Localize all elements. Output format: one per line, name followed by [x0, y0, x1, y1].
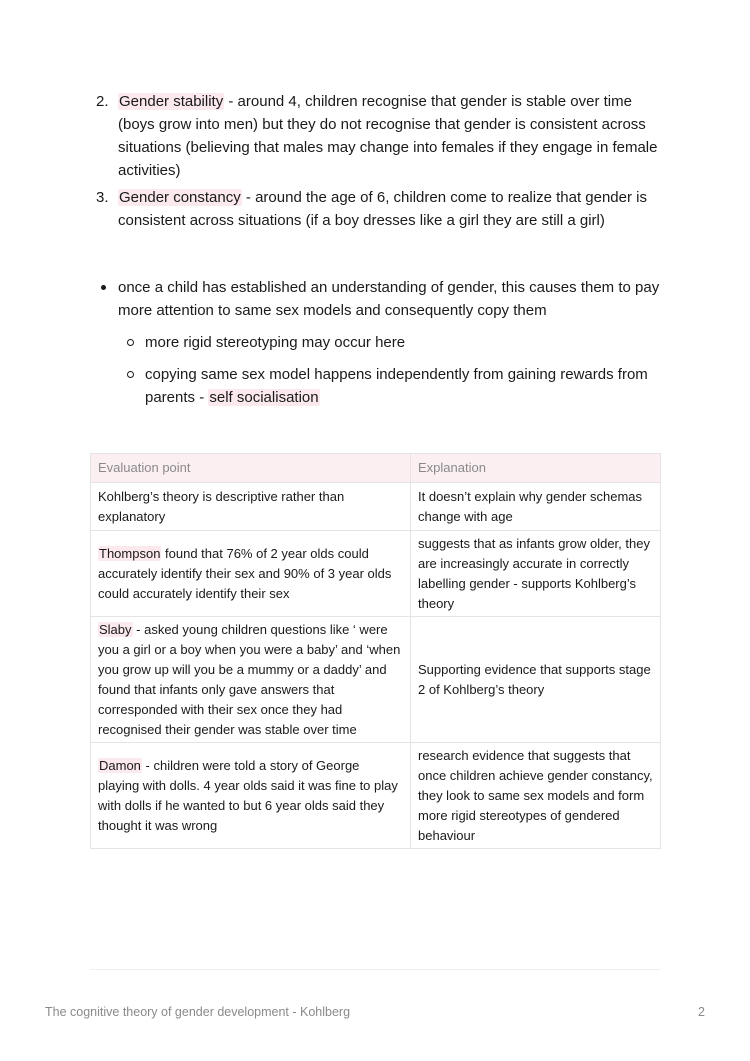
explanation-cell: [411, 617, 661, 743]
cell-text: research evidence that suggests that once children achieve gender constancy, they look to same sex models and form more rigid stereotypes of gendered behaviour: [418, 747, 653, 843]
list-item-text: - around 4, children recognise that gender is stable over time (boys grow into men) but they do not recognise that gender is consistent across situations (believing that males may change into females if they engage in female activities): [118, 93, 658, 179]
list-item-gender-stability: [96, 90, 666, 182]
cell-text: found that 76% of 2 year olds could accurately identify their sex and 90% of 3 year olds could accurately identify their sex: [98, 545, 392, 601]
column-header-evaluation-point: Evaluation point: [91, 454, 411, 483]
footer-title: The cognitive theory of gender development - Kohlberg: [45, 1005, 351, 1019]
cell-text: - asked young children questions like ‘ were you a girl or a boy when you were a baby’ and ‘when you grow up will you be a mummy or a daddy’ and found that infants only gave answers that corresponded with their sex once they had recognised their gender was stable over time: [98, 621, 401, 737]
key-term: Gender constancy: [119, 189, 241, 206]
evaluation-point-cell: [91, 743, 411, 849]
sub-bullet-item: [96, 331, 666, 354]
cell-text: suggests that as infants grow older, they are increasingly accurate in correctly labelling gender - supports Kohlberg’s theory: [418, 535, 650, 611]
key-term: Gender stability: [119, 93, 224, 110]
bullet-list: [96, 276, 666, 409]
table-row: [91, 617, 661, 743]
evaluation-point-cell: [91, 531, 411, 617]
table-row: [91, 483, 661, 531]
bullet-item: [96, 276, 666, 322]
list-number: 2.: [96, 93, 109, 110]
sub-bullet-item: [96, 363, 666, 409]
hollow-bullet-icon: [127, 339, 134, 346]
cell-text: Supporting evidence that supports stage 2 of Kohlberg’s theory: [418, 661, 651, 697]
key-term: Damon: [99, 757, 141, 773]
list-item-text: - around the age of 6, children come to realize that gender is consistent across situations (if a boy dresses like a girl they are still a girl): [118, 189, 647, 229]
cell-text: It doesn’t explain why gender schemas change with age: [418, 488, 643, 524]
hollow-bullet-icon: [127, 371, 134, 378]
key-term: Slaby: [99, 621, 132, 637]
list-item-gender-constancy: [96, 186, 666, 232]
explanation-cell: [411, 531, 661, 617]
numbered-list: [96, 90, 666, 236]
evaluation-point-cell: [91, 483, 411, 531]
explanation-cell: [411, 743, 661, 849]
page-number: 2: [698, 1005, 705, 1019]
evaluation-table: [90, 453, 661, 849]
cell-text: - children were told a story of George playing with dolls. 4 year olds said it was fine to play with dolls if he wanted to but 6 year olds said they thought it was wrong: [98, 757, 398, 833]
key-term: Thompson: [99, 545, 161, 561]
cell-text: Kohlberg’s theory is descriptive rather than explanatory: [98, 488, 345, 524]
sub-bullet-text: copying same sex model happens independently from gaining rewards from parents -: [145, 366, 648, 406]
column-header-explanation: Explanation: [411, 454, 661, 483]
table-header-row: [91, 454, 661, 483]
table-row: [91, 531, 661, 617]
list-number: 3.: [96, 189, 109, 206]
evaluation-point-cell: [91, 617, 411, 743]
bullet-icon: [101, 285, 106, 290]
explanation-cell: [411, 483, 661, 531]
footer-divider: [90, 969, 660, 970]
sub-bullet-text: more rigid stereotyping may occur here: [145, 334, 406, 351]
key-term: self socialisation: [209, 389, 319, 406]
bullet-text: once a child has established an understanding of gender, this causes them to pay more attention to same sex models and consequently copy them: [118, 279, 660, 319]
table-row: [91, 743, 661, 849]
